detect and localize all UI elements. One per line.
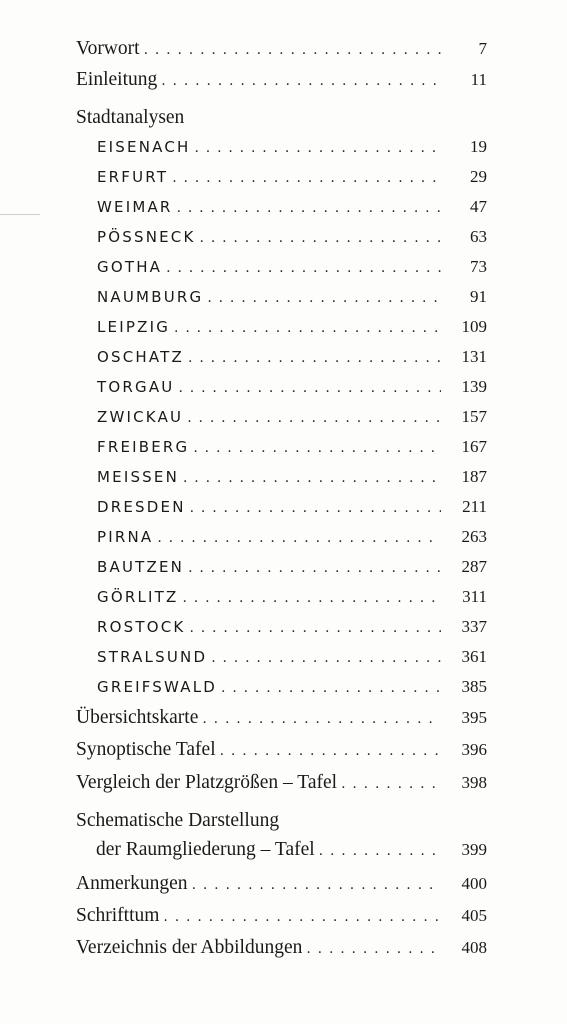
toc-page-number: 157 [461,407,487,426]
toc-entry-title: der Raumgliederung – Tafel [96,839,315,860]
section-heading: Stadtanalysen [76,107,185,128]
toc-entry-title: BAUTZEN [97,558,185,576]
toc-page-number: 109 [461,317,487,336]
toc-entry-title: EISENACH [97,138,191,156]
toc-page-number: 398 [461,773,487,792]
dot-leader [144,42,441,58]
toc-entry-title: Synoptische Tafel [76,739,216,760]
dot-leader [202,711,441,727]
dot-leader [157,530,441,546]
toc-city-entry[interactable] [0,287,567,317]
dot-leader [166,260,441,276]
toc-page-number: 400 [461,874,487,893]
toc-entry-title: PÖSSNECK [97,228,196,246]
toc-entry-title: ERFURT [97,168,169,186]
toc-page-number: 287 [461,557,487,576]
toc-page-number: 11 [470,70,487,89]
toc-entry-title: STRALSUND [97,648,208,666]
toc-city-entry[interactable] [0,167,567,197]
toc-page-number: 187 [461,467,487,486]
toc-entry-title: MEISSEN [97,468,179,486]
toc-entry-title-line1[interactable]: Schematische Darstellung [76,810,280,831]
toc-page-number: 63 [470,227,487,246]
toc-page-number: 396 [461,740,487,759]
toc-entry-title: FREIBERG [97,438,190,456]
toc-entry-title: GREIFSWALD [97,678,218,696]
toc-city-entry[interactable] [0,347,567,377]
dot-leader [194,140,441,156]
toc-city-entry[interactable] [0,227,567,257]
dot-leader [177,200,441,216]
dot-leader [189,620,441,636]
dot-leader [163,909,441,925]
dot-leader [319,843,441,859]
toc-city-entry[interactable] [0,617,567,647]
dot-leader [187,410,441,426]
toc-entry-title: Einleitung [76,69,158,90]
toc-city-entry[interactable] [0,647,567,677]
dot-leader [221,680,441,696]
dot-leader [193,440,441,456]
toc-page-number: 47 [470,197,487,216]
dot-leader [192,877,441,893]
toc-city-entry[interactable] [0,137,567,167]
toc-city-entry[interactable] [0,587,567,617]
toc-page-number: 395 [461,708,487,727]
toc-entry-title: Übersichtskarte [76,707,199,728]
toc-entry-title: PIRNA [97,528,154,546]
toc-entry-title: Schrifttum [76,905,160,926]
toc-city-entry[interactable] [0,497,567,527]
toc-page-number: 7 [478,39,487,58]
toc-entry-title: GOTHA [97,258,163,276]
toc-page-number: 139 [461,377,487,396]
toc-page-number: 408 [461,938,487,957]
dot-leader [207,290,441,306]
dot-leader [188,560,441,576]
toc-entry-title: OSCHATZ [97,348,185,366]
toc-entry-continued[interactable] [0,839,567,869]
toc-entry[interactable] [0,937,567,967]
toc-city-entry[interactable] [0,467,567,497]
dot-leader [178,380,441,396]
toc-entry[interactable] [0,707,567,737]
toc-entry-title: ZWICKAU [97,408,184,426]
toc-page-number: 73 [470,257,487,276]
toc-page-number: 263 [461,527,487,546]
toc-entry-title: NAUMBURG [97,288,204,306]
dot-leader [220,743,441,759]
dot-leader [183,470,441,486]
toc-page-number: 29 [470,167,487,186]
toc-city-entry[interactable] [0,407,567,437]
dot-leader [200,230,441,246]
toc-page-number: 19 [470,137,487,156]
toc-city-entry[interactable] [0,197,567,227]
toc-page-number: 167 [461,437,487,456]
toc-entry-title: Verzeichnis der Abbildungen [76,937,303,958]
toc-page-number: 399 [461,840,487,859]
toc-city-entry[interactable] [0,377,567,407]
toc-page-number: 211 [462,497,487,516]
toc-entry[interactable] [0,905,567,935]
dot-leader [174,320,441,336]
toc-page-number: 337 [461,617,487,636]
toc-city-entry[interactable] [0,527,567,557]
dot-leader [161,73,441,89]
dot-leader [306,941,441,957]
toc-entry-title: LEIPZIG [97,318,171,336]
toc-page-number: 361 [461,647,487,666]
dot-leader [341,776,441,792]
toc-city-entry[interactable] [0,437,567,467]
toc-entry[interactable] [0,873,567,903]
toc-entry-title: Vorwort [76,38,140,59]
toc-entry[interactable] [0,69,567,99]
toc-entry-title: TORGAU [97,378,175,396]
dot-leader [190,500,441,516]
dot-leader [211,650,441,666]
toc-city-entry[interactable] [0,677,567,707]
dot-leader [182,590,441,606]
toc-entry-title: GÖRLITZ [97,588,179,606]
toc-city-entry[interactable] [0,317,567,347]
toc-page-number: 131 [461,347,487,366]
dot-leader [188,350,441,366]
toc-entry[interactable] [0,38,567,68]
toc-page-number: 91 [470,287,487,306]
toc-entry-title: Vergleich der Platzgrößen – Tafel [76,772,338,793]
toc-entry-title: Anmerkungen [76,873,188,894]
toc-page-number: 385 [461,677,487,696]
toc-entry-title: WEIMAR [97,198,173,216]
toc-entry[interactable] [0,739,567,769]
toc-entry[interactable] [0,772,567,802]
dot-leader [172,170,441,186]
toc-page-number: 311 [462,587,487,606]
toc-page-number: 405 [461,906,487,925]
toc-city-entry[interactable] [0,557,567,587]
toc-entry-title: DRESDEN [97,498,186,516]
toc-entry-title: ROSTOCK [97,618,186,636]
toc-city-entry[interactable] [0,257,567,287]
